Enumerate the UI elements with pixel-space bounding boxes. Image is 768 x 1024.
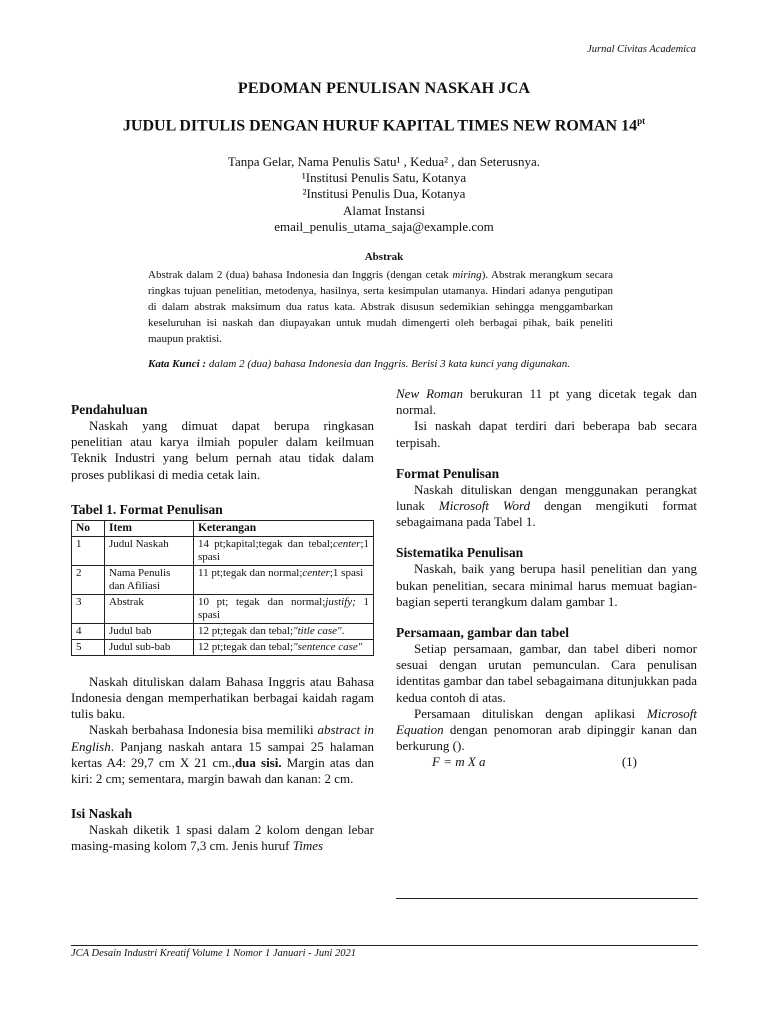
body-paragraph-length [71,722,374,787]
footer-rule [71,945,698,946]
journal-header: Jurnal Civitas Academica [587,44,696,55]
intro-paragraph: Naskah yang dimuat dapat berupa ringkasan penelitian atau karya ilmiah populer dalam keilmuan Teknik Industri yang belum pernah atau tidak dalam proses publikasi di media cetak lain. [71,418,374,482]
table-cell-item: Judul Naskah [105,536,194,565]
ket-italic: "title case" [293,624,342,637]
body-paragraph-language: Naskah dituliskan dalam Bahasa Inggris atau Bahasa Indonesia dengan memperhatikan berbagai kaidah ragam tulis baku. [71,673,374,722]
table-cell-item: Judul sub-bab [105,639,194,655]
table-row [72,594,374,623]
abstract-italic: miring [452,269,482,281]
affiliation-1: ¹Institusi Penulis Satu, Kotanya [301,170,467,186]
keywords [148,356,613,372]
left-column [71,401,374,855]
ket-text: 10 pt; tegak dan normal; [198,595,326,608]
format-text-a: Naskah dituliskan dengan menggunakan perangkat lunak [396,481,697,514]
ket-text-tail: 1 spasi [198,595,370,621]
continued-italic: New Roman [396,386,463,401]
paper-subtitle [0,116,768,135]
table-cell-keterangan [194,639,374,655]
para2-bold: dua sisi. [234,754,282,770]
subtitle-text: JUDUL DITULIS DENGAN HURUF KAPITAL TIMES NEW ROMAN 14 [122,117,638,135]
institution-address: Alamat Instansi [343,202,425,218]
author-block [0,154,768,235]
table-header-no: No [72,520,105,536]
table-header-row [72,520,374,536]
table-row [72,536,374,565]
table-cell-item: Abstrak [105,594,194,623]
author-names: Tanpa Gelar, Nama Penulis Satu¹ , Kedua² , dan Seterusnya. [227,154,541,169]
subtitle-superscript: pt [637,116,646,126]
format-italic: Microsoft Word [438,498,531,514]
table-cell-no: 5 [72,639,105,655]
isi-text: Naskah diketik 1 spasi dalam 2 kolom dengan lebar masing-masing kolom 7,3 cm. Jenis huruf [71,822,374,854]
section-heading-sistematika: Sistematika Penulisan [396,545,524,561]
footer-text: JCA Desain Industri Kreatif Volume 1 Nomor 1 Januari - Juni 2021 [71,948,356,959]
ket-italic: center [302,566,330,579]
para2-text-b: . Panjang naskah antara 15 sampai 25 halaman kertas A4: 29,7 cm X 21 cm., [71,738,374,770]
para2-text-c: Margin atas dan kiri: 2 cm; sementara, margin bawah dan kanan: 2 cm. [71,754,374,787]
para2-italic: abstract in English [71,722,374,754]
table-cell-no: 4 [72,623,105,639]
right-column [396,386,697,771]
isi-italic: Times [292,838,324,854]
persamaan-text-a: Persamaan dituliskan dengan aplikasi [414,705,647,721]
continued-text: berukuran 11 pt yang dicetak tegak dan normal. [396,386,697,418]
table-cell-keterangan [194,623,374,639]
table-cell-no: 3 [72,594,105,623]
ket-text-tail: ;1 spasi [198,537,369,563]
section-heading-isi-naskah: Isi Naskah [71,806,133,822]
para2-text-a: Naskah berbahasa Indonesia bisa memiliki [89,722,318,738]
persamaan-paragraph-2 [396,706,697,755]
author-email: email_penulis_utama_saja@example.com [274,218,494,234]
table-row [72,623,374,639]
isi-paragraph [71,822,374,854]
table-row [72,565,374,594]
persamaan-text-b: dengan penomoran arab dipinggir kanan dan berkurung (). [396,722,697,754]
affiliation-2: ²Institusi Penulis Dua, Kotanya [302,186,466,202]
abstract-body [148,267,613,347]
table-row [72,639,374,655]
ket-text: 12 pt;tegak dan tebal; [198,624,293,637]
section-heading-pendahuluan: Pendahuluan [71,402,148,417]
format-paragraph [396,482,697,531]
keywords-text: dalam 2 (dua) bahasa Indonesia dan Inggris. Berisi 3 kata kunci yang digunakan. [206,358,570,370]
table-cell-item: Judul bab [105,623,194,639]
continued-paragraph [396,386,697,418]
ket-italic: justify; [325,595,356,608]
table-cell-item: Nama Penulis dan Afiliasi [105,565,194,594]
format-text-b: dengan mengikuti format sebagaimana pada Tabel 1. [396,498,697,530]
ket-text: 12 pt;tegak dan tebal; [198,640,293,653]
table-header-item: Item [105,520,194,536]
abstract-heading: Abstrak [364,251,404,263]
ket-text: 11 pt;tegak dan normal; [198,566,303,579]
format-table [71,520,374,656]
table-cell-no: 2 [72,565,105,594]
persamaan-italic: Microsoft Equation [396,705,697,738]
ket-italic: "sentence case" [293,640,363,653]
ket-text: 14 pt;kapital;tegak dan tebal; [198,537,333,550]
equation-number: (1) [621,754,637,770]
table-cell-keterangan [194,594,374,623]
table-header-keterangan: Keterangan [194,520,374,536]
table-cell-keterangan [194,536,374,565]
column-end-rule [396,898,698,899]
equation: F = m X a [432,754,486,770]
paper-main-title: PEDOMAN PENULISAN NASKAH JCA [237,80,531,97]
sections-paragraph: Isi naskah dapat terdiri dari beberapa bab secara terpisah. [396,418,697,450]
table-cell-keterangan [194,565,374,594]
ket-italic: center [332,537,361,550]
table-caption: Tabel 1. Format Penulisan [71,501,223,517]
ket-text-tail: ;1 spasi [329,566,364,579]
abstract-text-a: Abstrak dalam 2 (dua) bahasa Indonesia dan Inggris (dengan cetak [148,269,453,281]
section-heading-format-penulisan: Format Penulisan [396,465,500,481]
sistematika-paragraph: Naskah, baik yang berupa hasil penelitian dan yang bukan penelitian, secara minimal harus memuat bagian-bagian seperti terangkum dalam gambar 1. [396,561,697,609]
persamaan-paragraph-1: Setiap persamaan, gambar, dan tabel diberi nomor sesuai dengan urutan pemunculan. Cara penulisan identitas gambar dan tabel sebagaimana ditunjukkan pada kedua contoh di atas. [396,641,697,705]
abstract-text-b: ). Abstrak merangkum secara ringkas tujuan penelitian, metodenya, hasilnya, serta kesimpulan utamanya. Hindari adanya pengutipan di dalam abstrak maksimum dua ratus kata. Abstrak disusun sedemikian sehingga menggambarkan keseluruhan isi naskah dan diupayakan untuk mudah dimengerti oleh berbagai pihak, baik peneliti maupun praktisi. [148,269,613,345]
ket-text-tail: . [341,624,345,637]
equation-line [396,754,697,770]
keywords-label: Kata Kunci : [148,358,207,370]
section-heading-persamaan: Persamaan, gambar dan tabel [396,625,570,641]
table-cell-no: 1 [72,536,105,565]
